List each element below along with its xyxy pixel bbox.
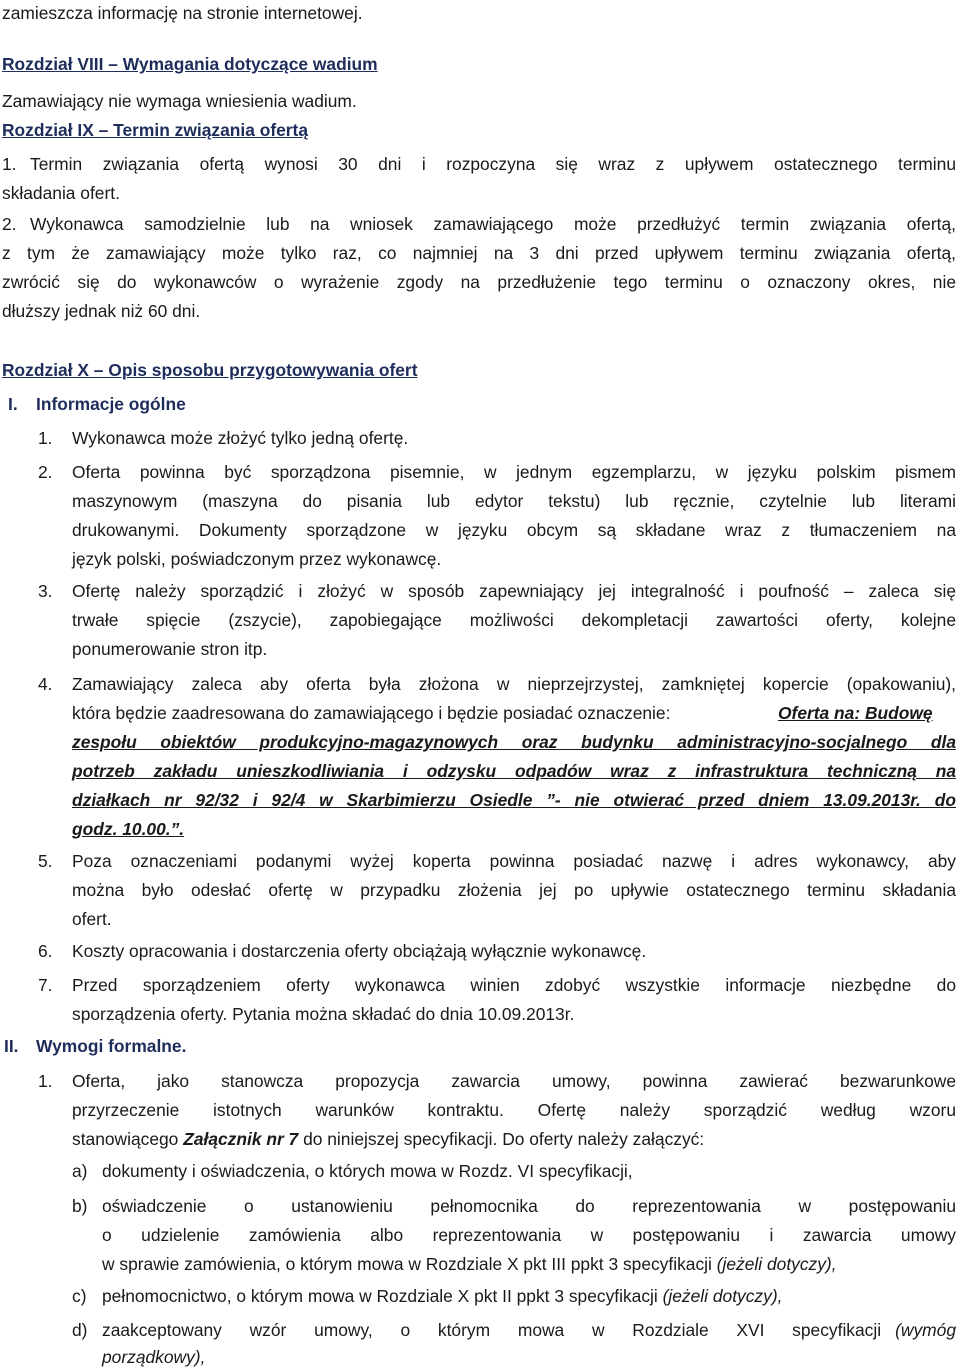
text-line: zamieszcza informację na stronie internetowej. — [2, 3, 363, 23]
attachment-reference: Załącznik nr 7 — [183, 1129, 299, 1149]
sub-list-item: dokumenty i oświadczenia, o których mowa w Rozdz. VI specyfikacji, — [102, 1161, 633, 1181]
text-span: w sprawie zamówienia, o którym mowa w Rozdziale X pkt III ppkt 3 specyfikacji — [102, 1254, 712, 1274]
sub-list-letter: c) — [72, 1286, 87, 1306]
list-number: 3. — [38, 581, 53, 601]
sub-list-item-line: oświadczenie o ustanowieniu pełnomocnika do reprezentowania w postępowaniu — [102, 1196, 956, 1216]
list-item-line: Przed sporządzeniem oferty wykonawca winien zdobyć wszystkie informacje niezbędne do — [72, 975, 956, 995]
paragraph-line: z tym że zamawiający może tylko raz, co najmniej na 3 dni przed upływem terminu związania ofertą, — [2, 243, 956, 263]
list-item-line: można było odesłać ofertę w przypadku złożenia jej po upływie ostatecznego terminu składania — [72, 880, 956, 900]
section-number: II. — [4, 1036, 19, 1056]
list-item-line: Poza oznaczeniami podanymi wyżej koperta powinna posiadać nazwę i adres wykonawcy, aby — [72, 851, 956, 871]
list-item-line: Ofertę należy sporządzić i złożyć w sposób zapewniający jej integralność i poufność – zaleca się — [72, 581, 956, 601]
sub-list-item-line: porządkowy), — [102, 1347, 206, 1367]
list-number: 2. — [38, 462, 53, 482]
envelope-label-line: działkach nr 92/32 i 92/4 w Skarbimierzu Osiedle ”- nie otwierać przed dniem 13.09.2013r. do — [72, 790, 956, 810]
list-number: 4. — [38, 674, 53, 694]
paragraph-line: składania ofert. — [2, 183, 120, 203]
list-item-line: drukowanymi. Dokumenty sporządzone w języku obcym są składane wraz z tłumaczeniem na — [72, 520, 956, 540]
list-item-line — [72, 1128, 704, 1150]
list-item-line: ponumerowanie stron itp. — [72, 639, 268, 659]
paragraph-line: dłuższy jednak niż 60 dni. — [2, 301, 201, 321]
text-span-italic: (jeżeli dotyczy), — [716, 1254, 837, 1274]
list-item-line: która będzie zaadresowana do zamawiającego i będzie posiadać oznaczenie: — [72, 703, 671, 723]
paragraph-line: Termin związania ofertą wynosi 30 dni i rozpoczyna się wraz z upływem ostatecznego terminu — [30, 154, 956, 174]
section-title: Informacje ogólne — [36, 394, 186, 414]
chapter-heading-x: Rozdział X – Opis sposobu przygotowywania ofert — [2, 360, 418, 380]
list-item-line: ofert. — [72, 909, 112, 929]
sub-list-letter: a) — [72, 1161, 88, 1181]
sub-list-letter: b) — [72, 1196, 88, 1216]
list-item: Koszty opracowania i dostarczenia oferty obciążają wyłącznie wykonawcę. — [72, 941, 647, 961]
text-span: zaakceptowany wzór umowy, o którym mowa w Rozdziale XVI specyfikacji — [102, 1320, 882, 1340]
envelope-label-line: godz. 10.00.”. — [72, 819, 185, 839]
list-item: Wykonawca może złożyć tylko jedną ofertę. — [72, 428, 409, 448]
sub-list-item — [102, 1285, 782, 1307]
list-number: 6. — [38, 941, 53, 961]
paragraph-line: Wykonawca samodzielnie lub na wniosek zamawiającego może przedłużyć termin związania ofertą, — [30, 214, 956, 234]
section-title: Wymogi formalne. — [36, 1036, 187, 1056]
list-number: 5. — [38, 851, 53, 871]
sub-list-letter: d) — [72, 1320, 88, 1340]
list-item-line: trwałe spięcie (zszycie), zapobiegające możliwości dekompletacji zawartości oferty, kolejne — [72, 610, 956, 630]
list-item-line: Zamawiający zaleca aby oferta była złożona w nieprzejrzystej, zamkniętej kopercie (opakowaniu), — [72, 674, 956, 694]
paragraph: Zamawiający nie wymaga wniesienia wadium. — [2, 91, 357, 111]
section-number: I. — [8, 394, 18, 414]
list-item-line: maszynowym (maszyna do pisania lub edytor tekstu) lub ręcznie, czytelnie lub literami — [72, 491, 956, 511]
paragraph-line: zwrócić się do wykonawców o wyrażenie zgody na przedłużenie tego terminu o oznaczony okres, nie — [2, 272, 956, 292]
text-span: stanowiącego — [72, 1129, 179, 1149]
text-span: do niniejszej specyfikacji. Do oferty należy załączyć: — [303, 1129, 705, 1149]
text-span-italic: (wymóg — [895, 1320, 956, 1340]
list-number: 1. — [38, 1071, 53, 1091]
text-span: pełnomocnictwo, o którym mowa w Rozdziale X pkt II ppkt 3 specyfikacji — [102, 1286, 658, 1306]
list-number: 1. — [2, 154, 17, 174]
list-number: 1. — [38, 428, 53, 448]
text-span-italic: (jeżeli dotyczy), — [662, 1286, 783, 1306]
envelope-label-line: potrzeb zakładu unieszkodliwiania i odzysku odpadów wraz z infrastruktura techniczną na — [72, 761, 956, 781]
envelope-label-line: zespołu obiektów produkcyjno-magazynowych oraz budynku administracyjno-socjalnego dla — [72, 732, 956, 752]
list-item-line: Oferta, jako stanowcza propozycja zawarcia umowy, powinna zawierać bezwarunkowe — [72, 1071, 956, 1091]
list-item-line: Oferta powinna być sporządzona pisemnie, w jednym egzemplarzu, w języku polskim pismem — [72, 462, 956, 482]
list-number: 2. — [2, 214, 17, 234]
sub-list-item-line: o udzielenie zamówienia albo reprezentowania w postępowaniu i zawarcia umowy — [102, 1225, 956, 1245]
chapter-heading-ix: Rozdział IX – Termin związania ofertą — [2, 120, 309, 140]
list-item-line: język polski, poświadczonym przez wykonawcę. — [72, 549, 442, 569]
chapter-heading-viii: Rozdział VIII – Wymagania dotyczące wadium — [2, 54, 378, 74]
envelope-label: Oferta na: Budowę — [778, 703, 933, 723]
list-item-line: przyrzeczenie istotnych warunków kontraktu. Ofertę należy sporządzić według wzoru — [72, 1100, 956, 1120]
sub-list-item-line — [102, 1319, 956, 1341]
sub-list-item-line — [102, 1253, 837, 1275]
list-item-line: sporządzenia oferty. Pytania można składać do dnia 10.09.2013r. — [72, 1004, 575, 1024]
list-number: 7. — [38, 975, 53, 995]
